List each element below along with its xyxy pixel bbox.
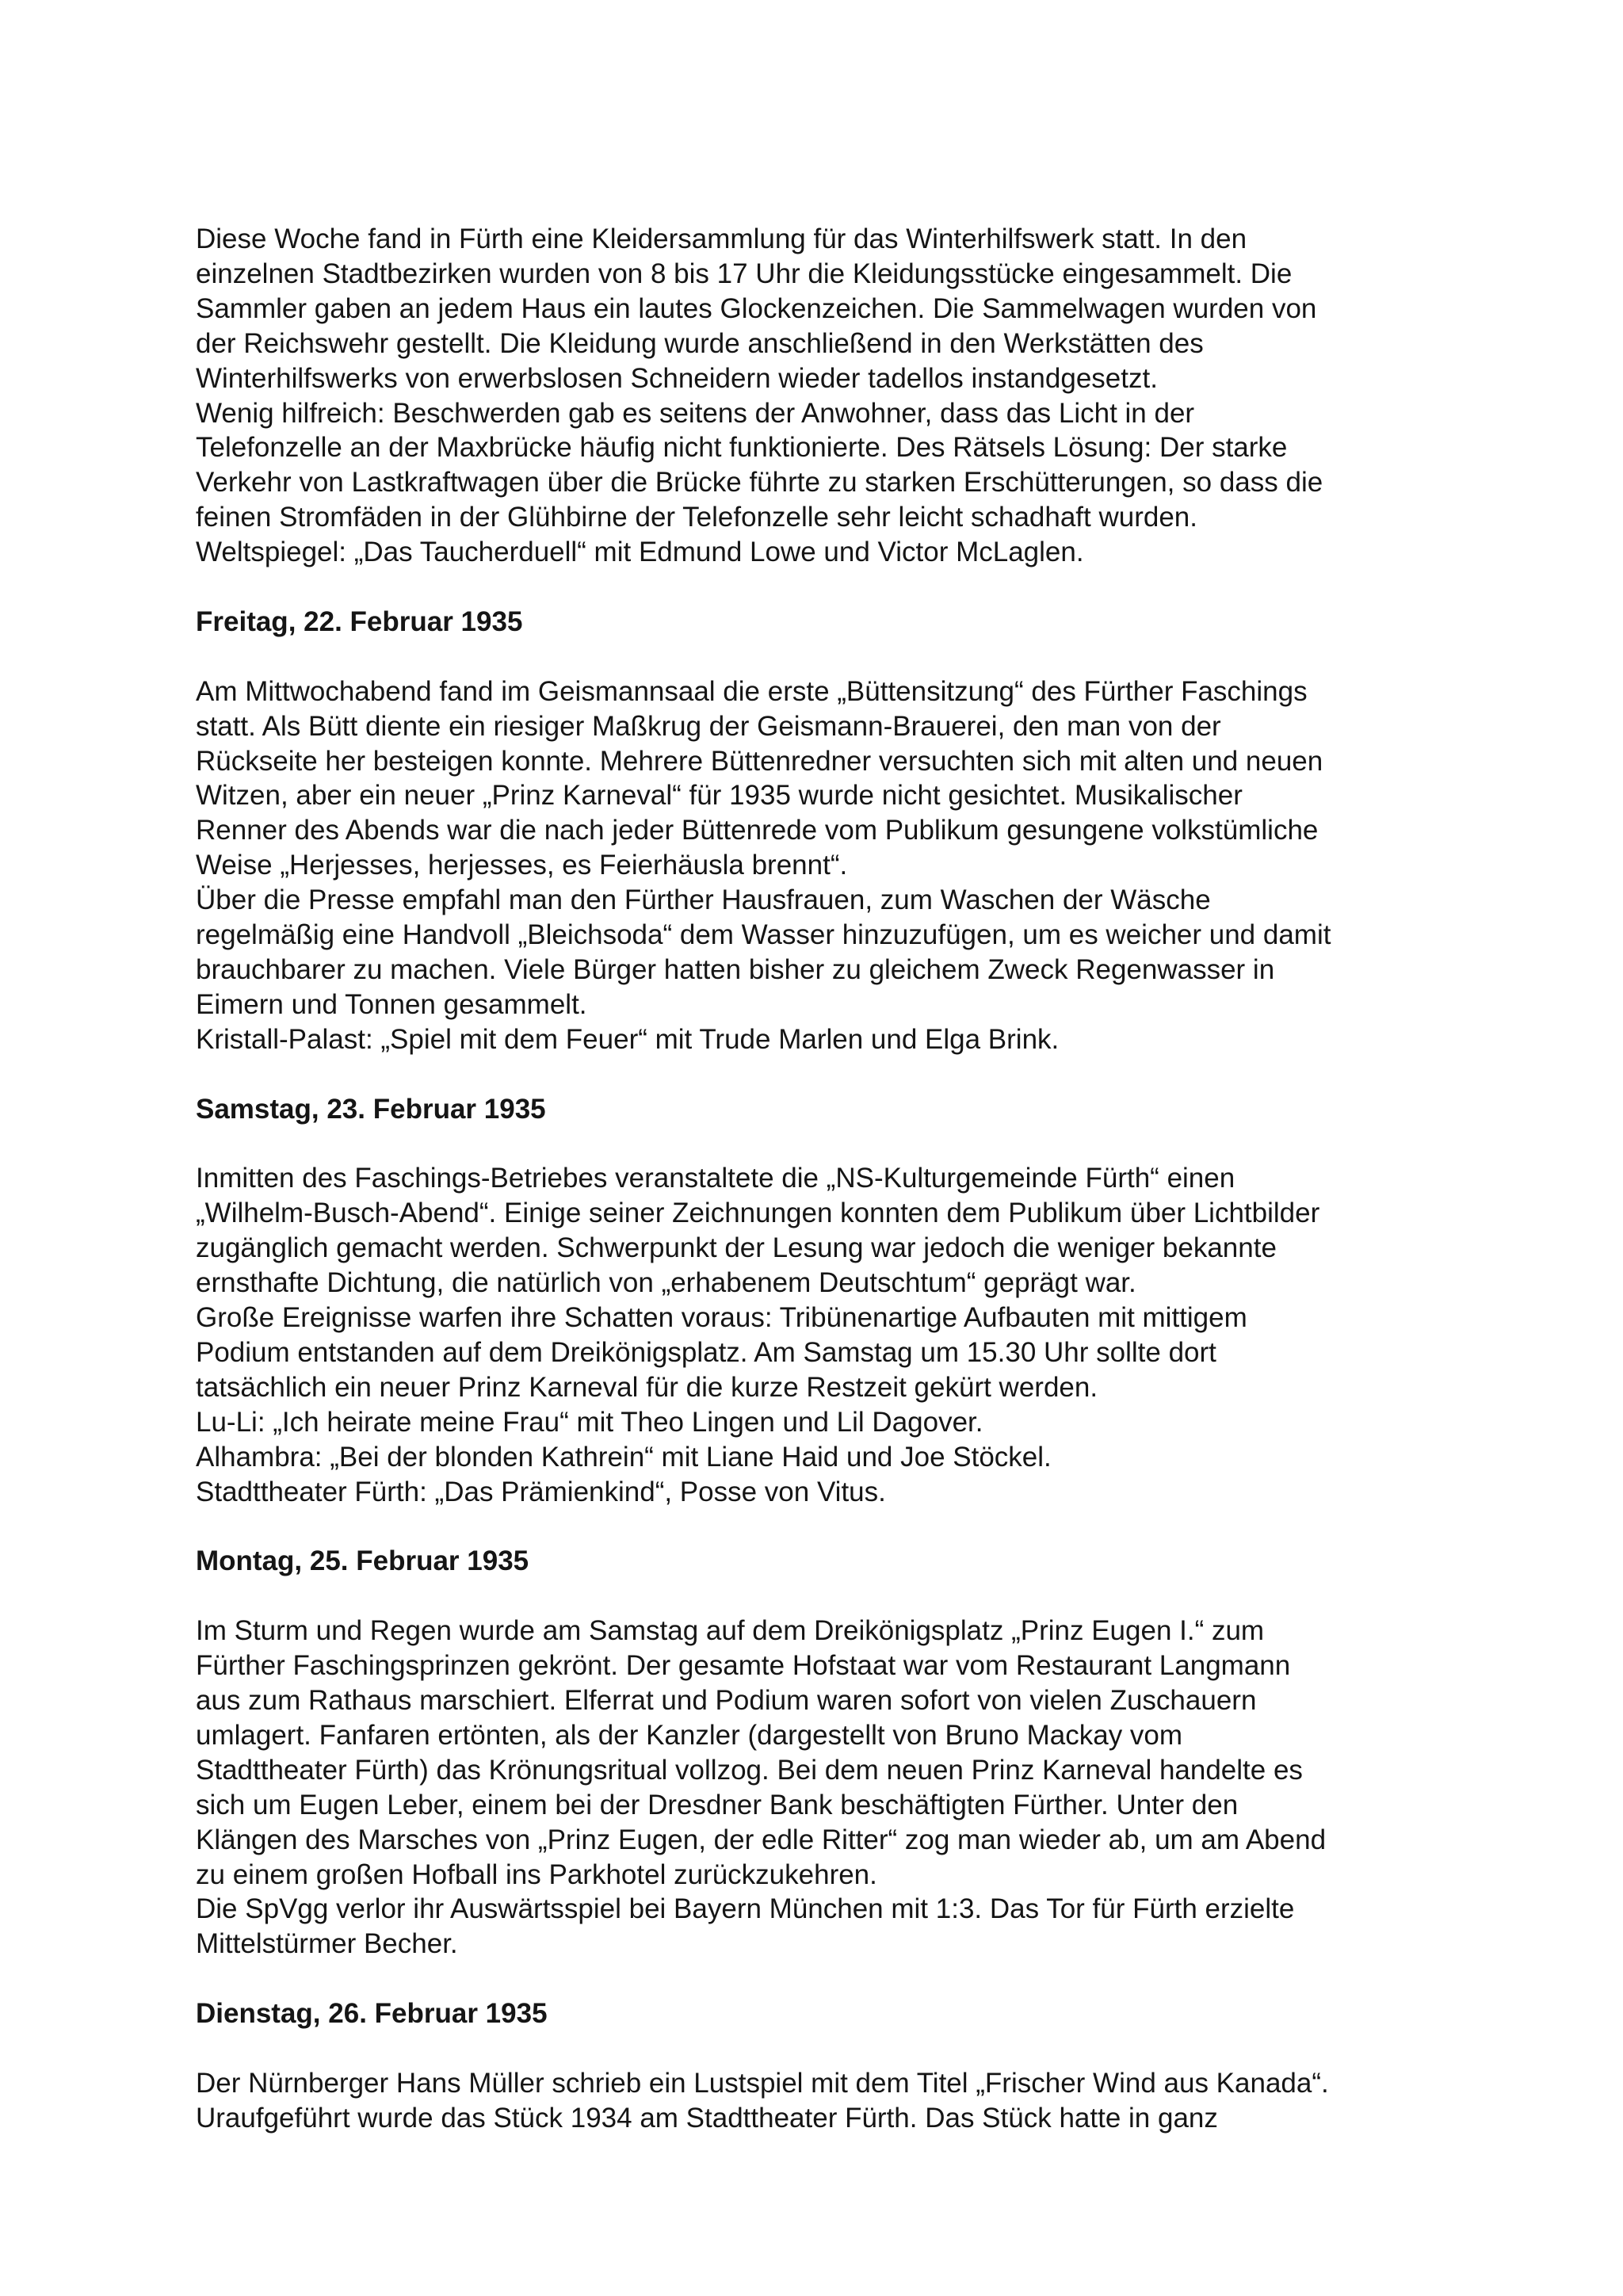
- text-line: zugänglich gemacht werden. Schwerpunkt der Lesung war jedoch die weniger bekannte: [196, 1232, 1277, 1264]
- text-line: brauchbarer zu machen. Viele Bürger hatten bisher zu gleichem Zweck Regenwasser in: [196, 954, 1275, 985]
- text-line: regelmäßig eine Handvoll „Bleichsoda“ dem Wasser hinzuzufügen, um es weicher und damit: [196, 919, 1331, 951]
- section-paragraph-dienstag: [196, 2066, 1464, 2136]
- section-heading-freitag: Freitag, 22. Februar 1935: [196, 606, 523, 637]
- spacer: [196, 2031, 1464, 2066]
- text-line: ernsthafte Dichtung, die natürlich von „erhabenem Deutschtum“ geprägt war.: [196, 1267, 1136, 1299]
- text-line: umlagert. Fanfaren ertönten, als der Kanzler (dargestellt von Bruno Mackay vom: [196, 1719, 1183, 1751]
- section-heading-samstag: Samstag, 23. Februar 1935: [196, 1093, 546, 1125]
- text-line: Über die Presse empfahl man den Fürther Hausfrauen, zum Waschen der Wäsche: [196, 884, 1211, 916]
- text-line: statt. Als Bütt diente ein riesiger Maßkrug der Geismann-Brauerei, den man von der: [196, 710, 1221, 742]
- text-line: Stadttheater Fürth: „Das Prämienkind“, Posse von Vitus.: [196, 1476, 886, 1507]
- text-line: Eimern und Tonnen gesammelt.: [196, 988, 587, 1020]
- text-line: Die SpVgg verlor ihr Auswärtsspiel bei Bayern München mit 1:3. Das Tor für Fürth erzielte: [196, 1893, 1295, 1925]
- section-paragraph-samstag: [196, 1161, 1464, 1509]
- spacer: [196, 1127, 1464, 1162]
- text-line: Fürther Faschingsprinzen gekrönt. Der gesamte Hofstaat war vom Restaurant Langmann: [196, 1650, 1291, 1682]
- text-line: Uraufgeführt wurde das Stück 1934 am Stadttheater Fürth. Das Stück hatte in ganz: [196, 2102, 1218, 2134]
- text-line: „Wilhelm-Busch-Abend“. Einige seiner Zeichnungen konnten dem Publikum über Lichtbilder: [196, 1198, 1320, 1229]
- spacer: [196, 1057, 1464, 1092]
- text-line: Telefonzelle an der Maxbrücke häufig nicht funktionierte. Des Rätsels Lösung: Der starke: [196, 432, 1288, 464]
- spacer: [196, 570, 1464, 605]
- spacer: [196, 1579, 1464, 1614]
- text-line: Im Sturm und Regen wurde am Samstag auf dem Dreikönigsplatz „Prinz Eugen I.“ zum: [196, 1615, 1265, 1647]
- text-line: Mittelstürmer Becher.: [196, 1928, 458, 1960]
- text-line: Am Mittwochabend fand im Geismannsaal die erste „Büttensitzung“ des Fürther Faschings: [196, 675, 1308, 707]
- text-line: Diese Woche fand in Fürth eine Kleidersammlung für das Winterhilfswerk statt. In den: [196, 223, 1247, 254]
- text-line: sich um Eugen Leber, einem bei der Dresdner Bank beschäftigten Fürther. Unter den: [196, 1789, 1239, 1820]
- spacer: [196, 640, 1464, 674]
- text-line: Witzen, aber ein neuer „Prinz Karneval“ für 1935 wurde nicht gesichtet. Musikalischer: [196, 780, 1243, 812]
- text-line: feinen Stromfäden in der Glühbirne der Telefonzelle sehr leicht schadhaft wurden.: [196, 502, 1197, 533]
- text-line: Rückseite her besteigen konnte. Mehrere Büttenredner versuchten sich mit alten und neuen: [196, 745, 1323, 777]
- text-line: Der Nürnberger Hans Müller schrieb ein Lustspiel mit dem Titel „Frischer Wind aus Kanada“.: [196, 2067, 1329, 2099]
- text-line: Verkehr von Lastkraftwagen über die Brücke führte zu starken Erschütterungen, so dass die: [196, 467, 1323, 499]
- spacer: [196, 1962, 1464, 1996]
- text-line: Sammler gaben an jedem Haus ein lautes Glockenzeichen. Die Sammelwagen wurden von: [196, 292, 1317, 324]
- text-line: Renner des Abends war die nach jeder Büttenrede vom Publikum gesungene volkstümliche: [196, 815, 1319, 846]
- text-line: Große Ereignisse warfen ihre Schatten voraus: Tribünenartige Aufbauten mit mittigem: [196, 1302, 1247, 1334]
- text-line: einzelnen Stadtbezirken wurden von 8 bis 17 Uhr die Kleidungsstücke eingesammelt. Die: [196, 258, 1293, 289]
- text-line: Kristall-Palast: „Spiel mit dem Feuer“ mit Trude Marlen und Elga Brink.: [196, 1023, 1060, 1055]
- text-line: Weise „Herjesses, herjesses, es Feierhäusla brennt“.: [196, 850, 848, 881]
- text-line: Wenig hilfreich: Beschwerden gab es seitens der Anwohner, dass das Licht in der: [196, 397, 1195, 429]
- text-line: Winterhilfswerks von erwerbslosen Schneidern wieder tadellos instandgesetzt.: [196, 362, 1158, 394]
- text-line: Podium entstanden auf dem Dreikönigsplatz. Am Samstag um 15.30 Uhr sollte dort: [196, 1336, 1216, 1368]
- intro-paragraph: [196, 222, 1464, 570]
- section-paragraph-montag: [196, 1614, 1464, 1962]
- text-line: Alhambra: „Bei der blonden Kathrein“ mit Liane Haid und Joe Stöckel.: [196, 1441, 1052, 1473]
- spacer: [196, 1509, 1464, 1544]
- text-line: aus zum Rathaus marschiert. Elferrat und Podium waren sofort von vielen Zuschauern: [196, 1684, 1257, 1716]
- text-line: Lu-Li: „Ich heirate meine Frau“ mit Theo Lingen und Lil Dagover.: [196, 1406, 983, 1438]
- document-page: [196, 222, 1464, 2136]
- text-line: Stadttheater Fürth) das Krönungsritual vollzog. Bei dem neuen Prinz Karneval handelte es: [196, 1754, 1303, 1786]
- section-heading-dienstag: Dienstag, 26. Februar 1935: [196, 1998, 548, 2030]
- text-line: tatsächlich ein neuer Prinz Karneval für die kurze Restzeit gekürt werden.: [196, 1371, 1098, 1403]
- text-line: Weltspiegel: „Das Taucherduell“ mit Edmund Lowe und Victor McLaglen.: [196, 537, 1084, 568]
- section-heading-montag: Montag, 25. Februar 1935: [196, 1545, 529, 1577]
- section-paragraph-freitag: [196, 674, 1464, 1057]
- text-line: der Reichswehr gestellt. Die Kleidung wurde anschließend in den Werkstätten des: [196, 327, 1204, 359]
- text-line: Klängen des Marsches von „Prinz Eugen, der edle Ritter“ zog man wieder ab, um am Abend: [196, 1824, 1327, 1855]
- text-line: Inmitten des Faschings-Betriebes veranstaltete die „NS-Kulturgemeinde Fürth“ einen: [196, 1163, 1235, 1194]
- text-line: zu einem großen Hofball ins Parkhotel zurückzukehren.: [196, 1859, 877, 1890]
